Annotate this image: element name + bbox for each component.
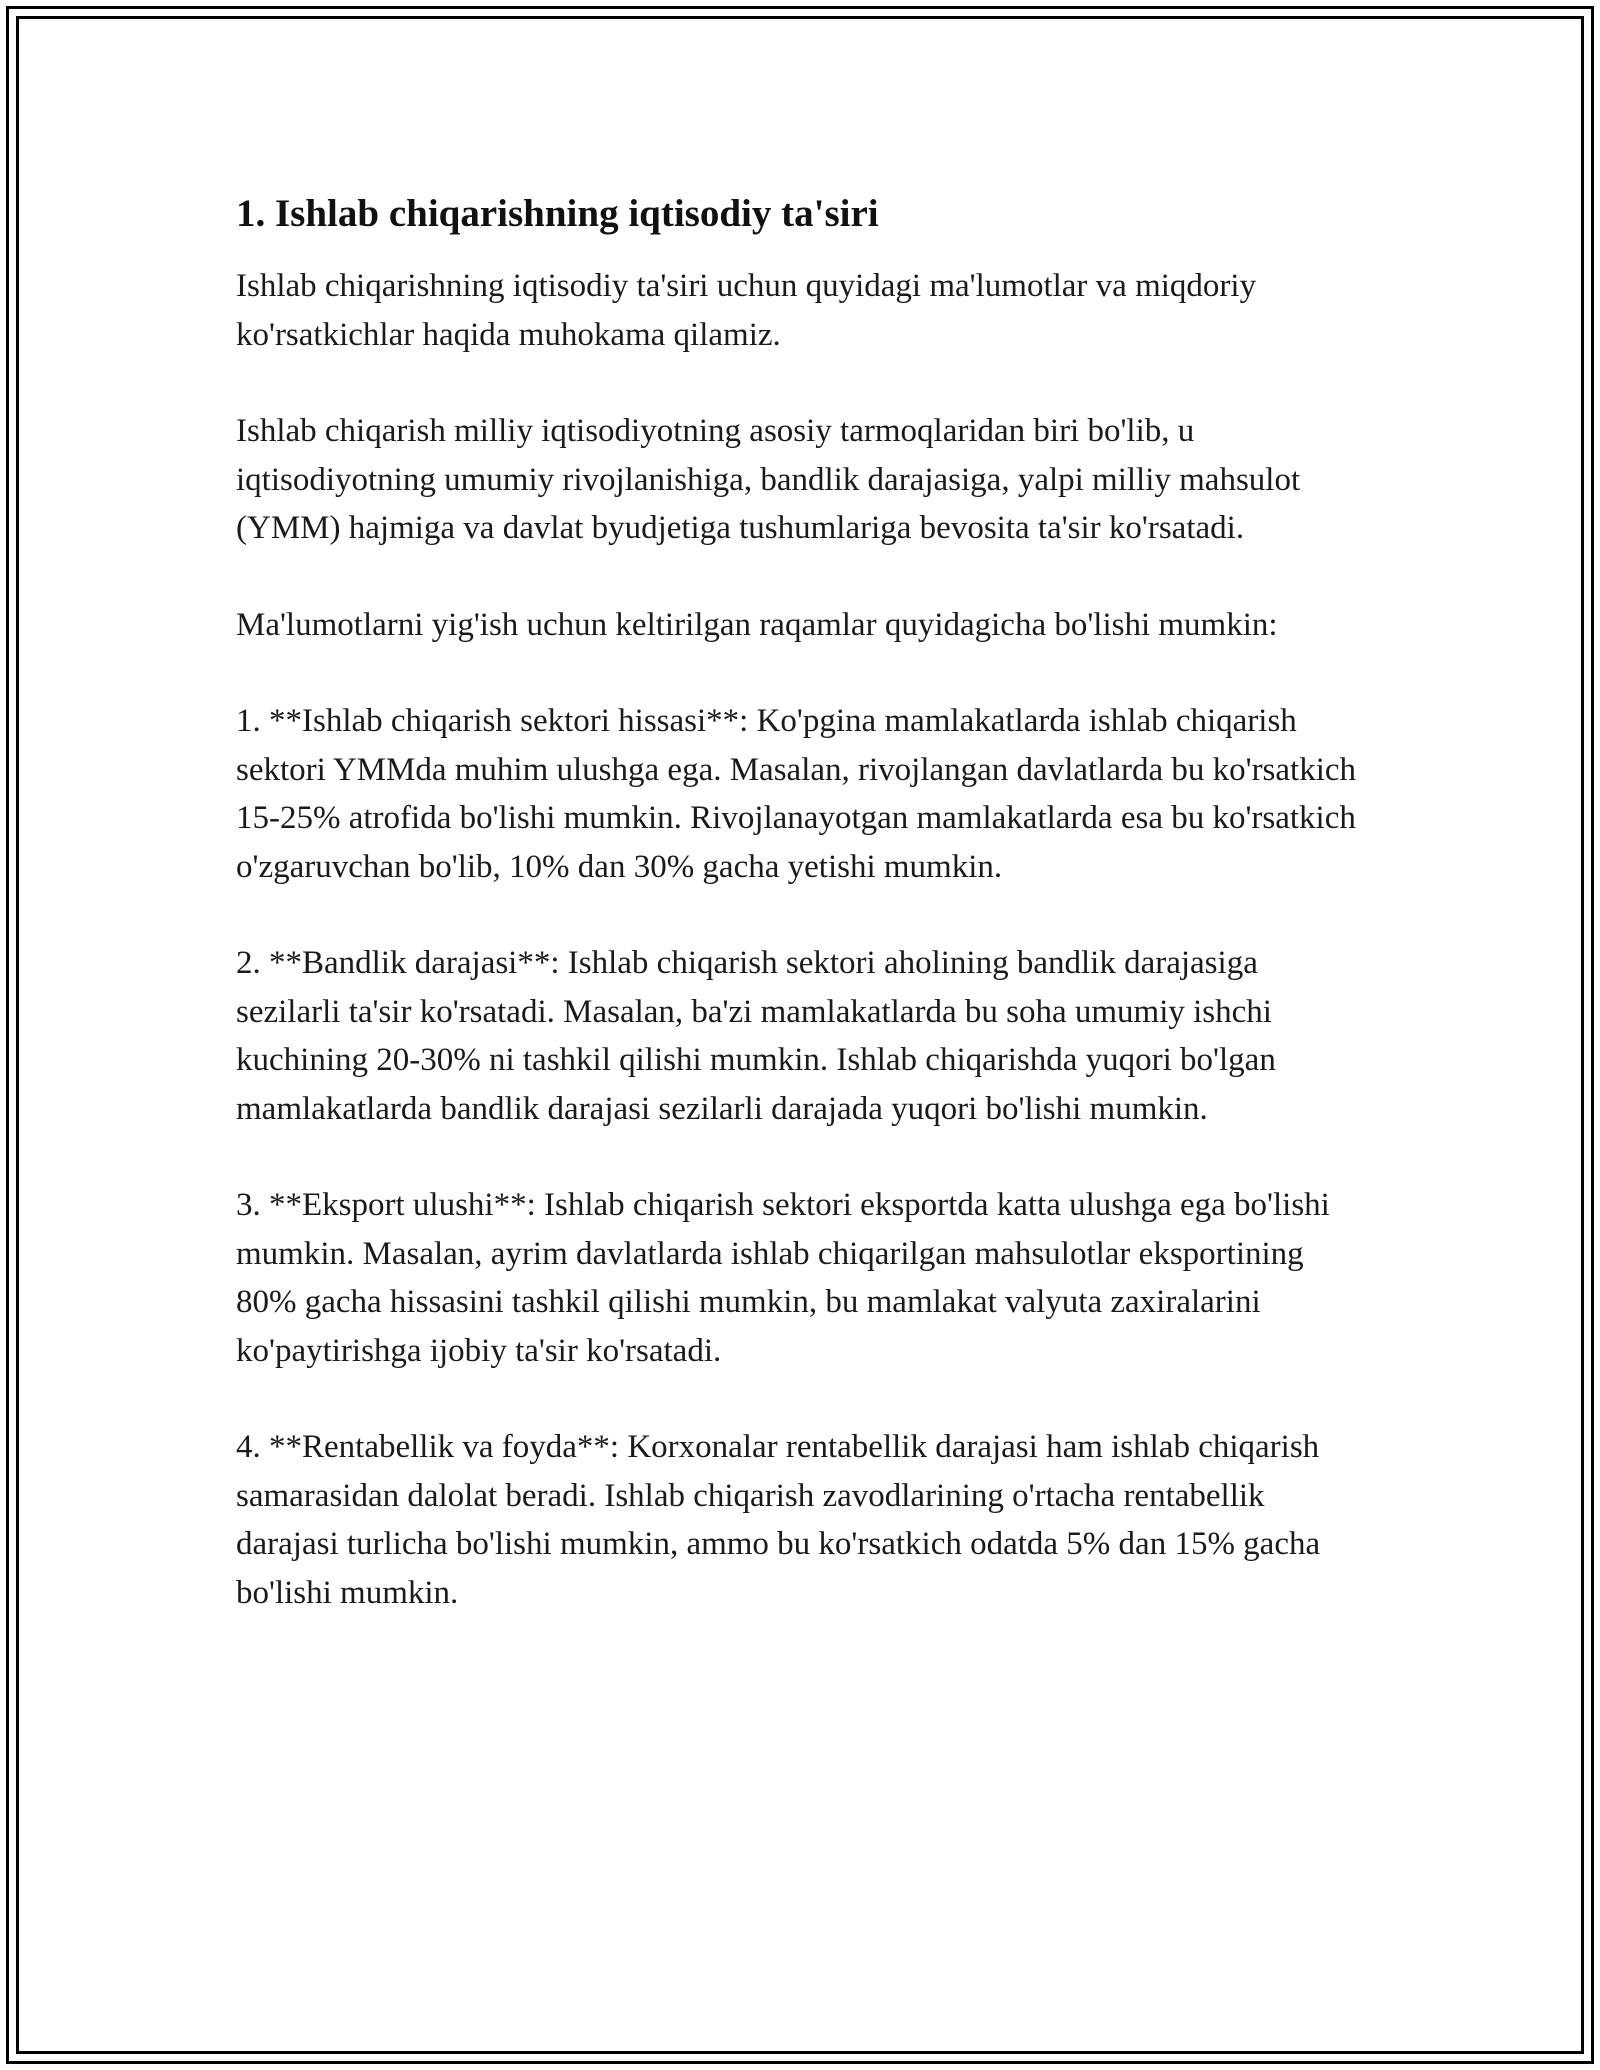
document-body (236, 188, 1370, 1665)
document-title: 1. Ishlab chiqarishning iqtisodiy ta'siri (236, 192, 879, 235)
paragraph-intro: Ishlab chiqarishning iqtisodiy ta'siri uchun quyidagi ma'lumotlar va miqdoriy ko'rsatkichlar haqida muhokama qilamiz. (236, 268, 1257, 353)
paragraph-data-intro: Ma'lumotlarni yig'ish uchun keltirilgan raqamlar quyidagicha bo'lishi mumkin: (236, 606, 1278, 643)
paragraph-item-4: 4. **Rentabellik va foyda**: Korxonalar rentabellik darajasi ham ishlab chiqarish samarasidan dalolat beradi. Ishlab chiqarish zavodlarining o'rtacha rentabellik darajasi turlicha bo'lishi mumkin, ammo bu ko'rsatkich odatda 5% dan 15% gacha bo'lishi mumkin. (236, 1429, 1321, 1611)
paragraph-item-3: 3. **Eksport ulushi**: Ishlab chiqarish sektori eksportda katta ulushga ega bo'lishi mumkin. Masalan, ayrim davlatlarda ishlab chiqarilgan mahsulotlar eksportining 80% gacha hissasini tashkil qilishi mumkin, bu mamlakat valyuta zaxiralarini ko'paytirishga ijobiy ta'sir ko'rsatadi. (236, 1187, 1330, 1369)
paragraph-overview: Ishlab chiqarish milliy iqtisodiyotning asosiy tarmoqlaridan biri bo'lib, u iqtisodiyotning umumiy rivojlanishiga, bandlik darajasiga, yalpi milliy mahsulot (YMM) hajmiga va davlat byudjetiga tushumlariga bevosita ta'sir ko'rsatadi. (236, 413, 1301, 546)
paragraph-item-2: 2. **Bandlik darajasi**: Ishlab chiqarish sektori aholining bandlik darajasiga sezilarli ta'sir ko'rsatadi. Masalan, ba'zi mamlakatlarda bu soha umumiy ishchi kuchining 20-30% ni tashkil qilishi mumkin. Ishlab chiqarishda yuqori bo'lgan mamlakatlarda bandlik darajasi sezilarli darajada yuqori bo'lishi mumkin. (236, 945, 1276, 1127)
paragraph-item-1: 1. **Ishlab chiqarish sektori hissasi**: Ko'pgina mamlakatlarda ishlab chiqarish sektori YMMda muhim ulushga ega. Masalan, rivojlangan davlatlarda bu ko'rsatkich 15-25% atrofida bo'lishi mumkin. Rivojlanayotgan mamlakatlarda esa bu ko'rsatkich o'zgaruvchan bo'lib, 10% dan 30% gacha yetishi mumkin. (236, 703, 1357, 885)
